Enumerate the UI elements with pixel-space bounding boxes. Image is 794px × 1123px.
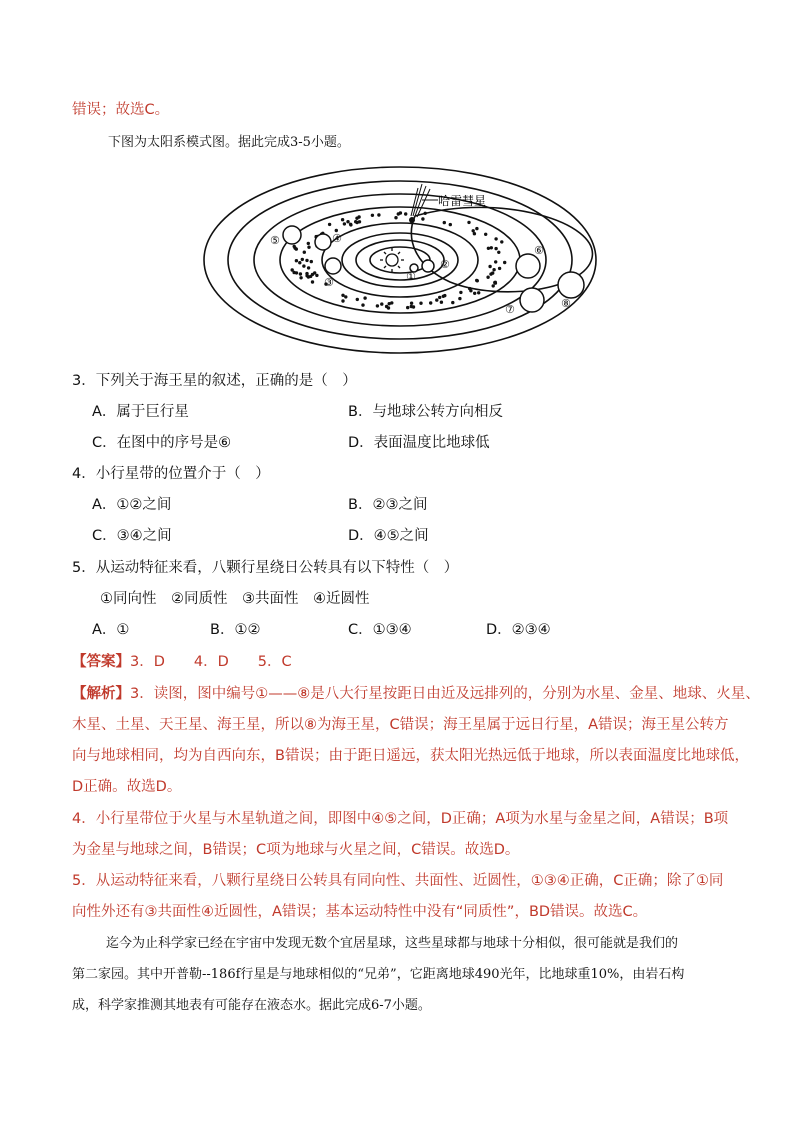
asteroid-dot (498, 267, 501, 270)
q5-option-c[interactable]: C．①③④ (348, 622, 412, 638)
asteroid-dot (494, 260, 497, 263)
asteroid-dot (440, 301, 443, 304)
asteroid-dot (494, 247, 497, 250)
asteroid-dot (406, 306, 409, 309)
solar-system-diagram (200, 162, 600, 358)
figure-caption: 下图为太阳系模式图。据此完成3-5小题。 (108, 135, 350, 150)
planet-label-6: ⑥ (534, 244, 544, 257)
asteroid-dot (388, 302, 391, 305)
planet-label-1: ① (406, 270, 416, 283)
planet-4 (315, 234, 331, 250)
asteroid-dot (486, 276, 489, 279)
planet-6 (516, 254, 540, 278)
asteroid-dot (328, 223, 331, 226)
asteroid-dot (458, 297, 461, 300)
asteroid-dot (346, 220, 349, 223)
analysis-line-4: D正确。故选D。 (72, 779, 182, 795)
asteroid-dot (307, 246, 310, 249)
asteroid-dot (467, 221, 470, 224)
asteroid-dot (443, 294, 446, 297)
asteroid-dot (484, 233, 487, 236)
asteroid-dot (438, 296, 441, 299)
asteroid-dot (299, 272, 302, 275)
asteroid-dot (476, 279, 479, 282)
comet-nucleus (409, 217, 415, 223)
planet-7 (520, 288, 544, 312)
planet-8 (558, 272, 584, 298)
asteroid-dot (354, 220, 357, 223)
q3-option-c[interactable]: C．在图中的序号是⑥ (92, 435, 232, 451)
asteroid-dot (343, 222, 346, 225)
answer-line (72, 652, 292, 672)
analysis-label: 【解析】 (72, 686, 130, 702)
asteroid-dot (449, 223, 452, 226)
asteroid-dot (492, 268, 495, 271)
planet-5 (283, 226, 301, 244)
planet-label-4: ④ (332, 232, 342, 245)
asteroid-dot (473, 292, 476, 295)
asteroid-dot (356, 298, 359, 301)
asteroid-dot (473, 232, 476, 235)
asteroid-dot (309, 275, 312, 278)
analysis-line-7: 5．从运动特征来看，八颗行星绕日公转具有同向性、共面性、近圆性，①③④正确，C正确；除了①同 (72, 873, 724, 889)
asteroid-dot (361, 303, 364, 306)
asteroid-dot (500, 240, 503, 243)
asteroid-dot (475, 227, 478, 230)
q5-features: ①同向性 ②同质性 ③共面性 ④近圆性 (100, 591, 370, 607)
asteroid-dot (477, 291, 480, 294)
analysis-line-1 (72, 684, 760, 704)
analysis-line-3: 向与地球相同，均为自西向东，B错误；由于距日遥远，获太阳光热远低于地球，所以表面温度比地球低， (72, 748, 749, 764)
asteroid-dot (371, 214, 374, 217)
comet-label: 哈雷彗星 (438, 194, 487, 208)
asteroid-dot (380, 302, 383, 305)
asteroid-dot (341, 218, 344, 221)
q4-option-b[interactable]: B．②③之间 (348, 497, 428, 513)
passage-line-2: 第二家园。其中开普勒--186f行星是与地球相似的“兄弟”，它距离地球490光年，比地球重10%，由岩石构 (72, 967, 685, 982)
asteroid-dot (363, 296, 366, 299)
q5-option-b[interactable]: B．①② (210, 622, 261, 638)
asteroid-dot (376, 304, 379, 307)
asteroid-dot (459, 291, 462, 294)
analysis-line-2: 木星、土星、天王星、海王星，所以⑧为海王星，C错误；海王星属于远日行星，A错误；海王星公转方 (72, 717, 729, 733)
passage-line-3: 成，科学家推测其地表有可能存在液态水。据此完成6-7小题。 (72, 998, 431, 1013)
asteroid-dot (488, 265, 491, 268)
asteroid-dot (421, 217, 424, 220)
q4-stem: 4．小行星带的位置介于（ ） (72, 466, 270, 482)
asteroid-dot (344, 295, 347, 298)
asteroid-dot (358, 220, 361, 223)
planet-2 (422, 260, 434, 272)
planet-label-2: ② (440, 258, 450, 271)
q4-option-d[interactable]: D．④⑤之间 (348, 528, 429, 544)
intro-tail: 错误；故选C。 (72, 102, 170, 118)
analysis-line-6: 为金星与地球之间，B错误；C项为地球与火星之间，C错误。故选D。 (72, 842, 520, 858)
orbit-4 (322, 223, 478, 297)
asteroid-dot (349, 223, 352, 226)
asteroid-dot (311, 280, 314, 283)
asteroid-dot (410, 305, 413, 308)
asteroid-dot (302, 264, 305, 267)
asteroid-dot (443, 221, 446, 224)
q3-option-b[interactable]: B．与地球公转方向相反 (348, 404, 503, 420)
asteroid-dot (487, 247, 490, 250)
asteroid-dot (497, 251, 500, 254)
planet-label-3: ③ (324, 276, 334, 289)
asteroid-dot (404, 212, 407, 215)
q5-stem: 5．从运动特征来看，八颗行星绕日公转具有以下特性（ ） (72, 560, 459, 576)
asteroid-dot (341, 299, 344, 302)
asteroid-dot (410, 302, 413, 305)
asteroid-dot (293, 245, 296, 248)
planet-3 (325, 258, 341, 274)
asteroid-dot (298, 261, 301, 264)
asteroid-dot (489, 272, 492, 275)
q3-option-a[interactable]: A．属于巨行星 (92, 404, 189, 420)
asteroid-dot (299, 276, 302, 279)
planet-label-7: ⑦ (505, 303, 515, 316)
passage-line-1: 迄今为止科学家已经在宇宙中发现无数个宜居星球，这些星球都与地球十分相似，很可能就是我们的 (106, 936, 679, 951)
asteroid-dot (469, 289, 472, 292)
analysis-text-1: 3．读图，图中编号①——⑧是八大行星按距日由近及远排列的，分别为水星、金星、地球、火星、 (130, 686, 760, 702)
asteroid-dot (490, 246, 493, 249)
asteroid-dot (494, 237, 497, 240)
asteroid-dot (503, 261, 506, 264)
planet-label-5: ⑤ (270, 234, 280, 247)
q4-option-a[interactable]: A．①②之间 (92, 497, 172, 513)
asteroid-dot (494, 281, 497, 284)
asteroid-dot (315, 274, 318, 277)
asteroid-dot (305, 272, 308, 275)
analysis-line-8: 向性外还有③共面性④近圆性，A错误；基本运动特性中没有“同质性”，BD错误。故选C。 (72, 904, 648, 920)
asteroid-dot (295, 259, 298, 262)
analysis-line-5: 4．小行星带位于火星与木星轨道之间，即图中④⑤之间，D正确；A项为水星与金星之间，A错误；B项 (72, 811, 729, 827)
asteroid-dot (307, 242, 310, 245)
asteroid-dot (492, 284, 495, 287)
asteroid-dot (472, 229, 475, 232)
q5-option-d[interactable]: D．②③④ (486, 622, 551, 638)
asteroid-dot (429, 301, 432, 304)
asteroid-dot (435, 298, 438, 301)
asteroid-dot (357, 215, 360, 218)
asteroid-dot (399, 211, 402, 214)
planet-label-8: ⑧ (561, 297, 571, 310)
asteroid-dot (310, 260, 313, 263)
asteroid-dot (305, 259, 308, 262)
asteroid-dot (307, 266, 310, 269)
answer-text: 3．D 4．D 5．C (130, 654, 292, 670)
q5-option-a[interactable]: A．① (92, 622, 130, 638)
sun-icon (380, 248, 404, 272)
asteroid-dot (377, 213, 380, 216)
asteroid-dot (394, 216, 397, 219)
asteroid-dot (303, 251, 306, 254)
asteroid-dot (451, 301, 454, 304)
asteroid-dot (301, 258, 304, 261)
asteroid-dot (424, 212, 427, 215)
asteroid-dot (419, 302, 422, 305)
q4-option-c[interactable]: C．③④之间 (92, 528, 172, 544)
asteroid-dot (387, 306, 390, 309)
q3-option-d[interactable]: D．表面温度比地球低 (348, 435, 490, 451)
answer-label: 【答案】 (72, 654, 130, 670)
asteroid-dot (291, 268, 294, 271)
q3-stem: 3．下列关于海王星的叙述，正确的是（ ） (72, 373, 357, 389)
